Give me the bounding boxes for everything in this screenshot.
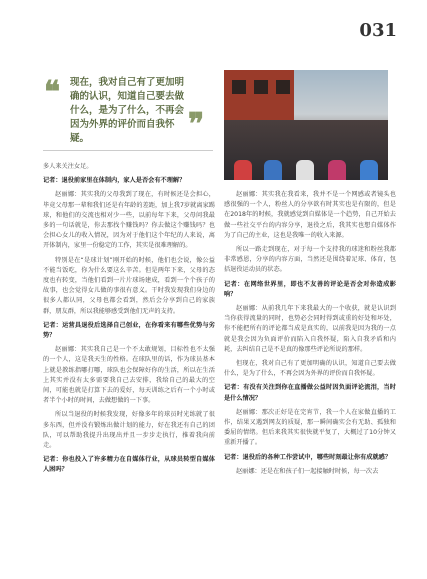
article-paragraph: 多人来关注女足。 (43, 163, 93, 170)
interview-question: 记者：运营具退役后选择自己创业，在你看来有哪些优势与劣势？ (43, 321, 215, 340)
photo-figure (360, 160, 378, 180)
open-quote-mark-icon: ❝ (44, 75, 61, 110)
photo-window (232, 80, 246, 94)
interview-answer: 赵丽娜：那次正好是在完宵节，我一个人在家做直播的工作，结果又遇到网友的质疑，那一瞬间确实会有无助、孤独和委屈的情绪。但后来我其实很快就平复了，大概过了10分钟又重新开播了。 (224, 408, 396, 447)
interview-answer: 赵丽娜：其实我在我看来，我并不是一个网感或者镜头也感很强的一个人，粉丝人的分享欲有时其实也是有限的，但是在2018年的时候，我就感觉到自媒体是一个趋势，自己开始去做一些社交平台的内容分享，退役之后，我其实也想自媒体作为了自己的主业，这也是我唯一的收入来源。 (224, 191, 396, 239)
article-right-column (224, 190, 396, 481)
interview-answer: 所以当退役的时候我发现，好像多年的球员时光练就了很多东西，但并没有锻炼出做计划的能力，好在我还有自己的团队，可以帮助我提升出现出并且一步步走执行，推着我向前走。 (43, 411, 215, 450)
article-photo (224, 70, 388, 180)
interview-answer: 所以一路走到现在，对于每一个支持我的球迷和粉丝我都非常感恩，分享的内容方面，当然还是围绕着足球、体育，包括退役运动员的状态。 (224, 246, 396, 274)
quote-divider (43, 150, 213, 151)
interview-question: 记者：退役后的各种工作尝试中，哪些时刻最让你有成就感？ (224, 453, 392, 461)
photo-window (254, 80, 268, 94)
page-number: 031 (359, 20, 397, 41)
photo-figure (264, 160, 282, 180)
interview-question: 记者：你也投入了许多精力在自媒体行业，从球员转型自媒体人困吗？ (43, 456, 215, 474)
interview-question: 记者：有没有关注到你在直播做公益时因负面评论流泪，当时是什么情况？ (224, 384, 396, 402)
interview-answer: 特别是在“是球计划”刚开始的时候，他们也会说，像公益不能当饭吃，你为什么要这么辛苦。但是两年下来，父母的态度也有转变，当他们看到一片片球场建成，看到一个个孩子的故事，也会觉得女儿做的事很有意义。干时我发现我们身边的很多人都认同，父母也都会看到，然后会分享到自己的家族群，朋友群，所以我能够感受到他们无声的支持。 (43, 256, 215, 315)
pull-quote-text: 现在，我对自己有了更加明确的认识，知道自己要去做什么，是为了什么，不再会因为外界的评价而自我怀疑。 (70, 77, 185, 144)
interview-answer: 但现在，我对自己有了更加明确的认识，知道自己要去做什么，是为了什么，不再会因为外界的评价而自我怀疑。 (224, 360, 396, 378)
photo-window (276, 80, 290, 94)
article-left-column (43, 162, 215, 480)
interview-answer: 赵丽娜：其实我的父母我到了现在，有时候还是会担心，毕竟父母那一辈和我们还是有年龄的差距，加上我7岁就离家踢球，和他们的交流也相对少一些，以前每年下来，父母问我最多的一句话就是，你去那找个赚钱吗？你去做这个赚钱吗？也会担心女儿的收入情况，因为对于他们这个年纪的人来说，离开体制内，家里一份稳定的工作，其实是很难理解的。 (43, 191, 215, 250)
interview-question: 记者：退役前家里在体制内，家人是否会有不理解？ (43, 177, 186, 185)
pull-quote (40, 70, 220, 142)
close-quote-mark-icon: ❞ (188, 107, 205, 142)
interview-question: 记者：在网络世界里，即也不友善的评论是否会对你造成影响？ (224, 280, 396, 298)
photo-figure (296, 160, 314, 180)
interview-answer: 赵丽娜：还是在和孩子们一起接触时时候，每一次去 (236, 467, 379, 475)
photo-building (224, 70, 294, 125)
photo-figure (234, 160, 252, 180)
interview-answer: 赵丽娜：从前我几年下来我最大的一个收获，就是认识到当你获得流量的同时，也势必会同时得到或重的好处和坏处，你不能把所有的评论都当成是真实的，以前我是因为我的一点就是我会因为负面评价而陷入自我怀疑，陷入自我矛盾和内耗，去纠结自己是不是真的像那些评论所说的那样。 (224, 305, 396, 353)
photo-figure (328, 160, 346, 180)
interview-answer: 赵丽娜：其实我自己是一个不太敢规划，目标性也不太强的一个人，这是我天生的性格。在球队里的话，作为球员基本上就是教练指哪打哪，球队也会保障好你的生活，所以在生活上其实并没有太多需要我自己去安排，我给自己的最大的空间，可能也就是打算下去的爱好，每天训练之后有一个小时或者半个小时的时间，去做想做的一下事。 (43, 346, 215, 405)
